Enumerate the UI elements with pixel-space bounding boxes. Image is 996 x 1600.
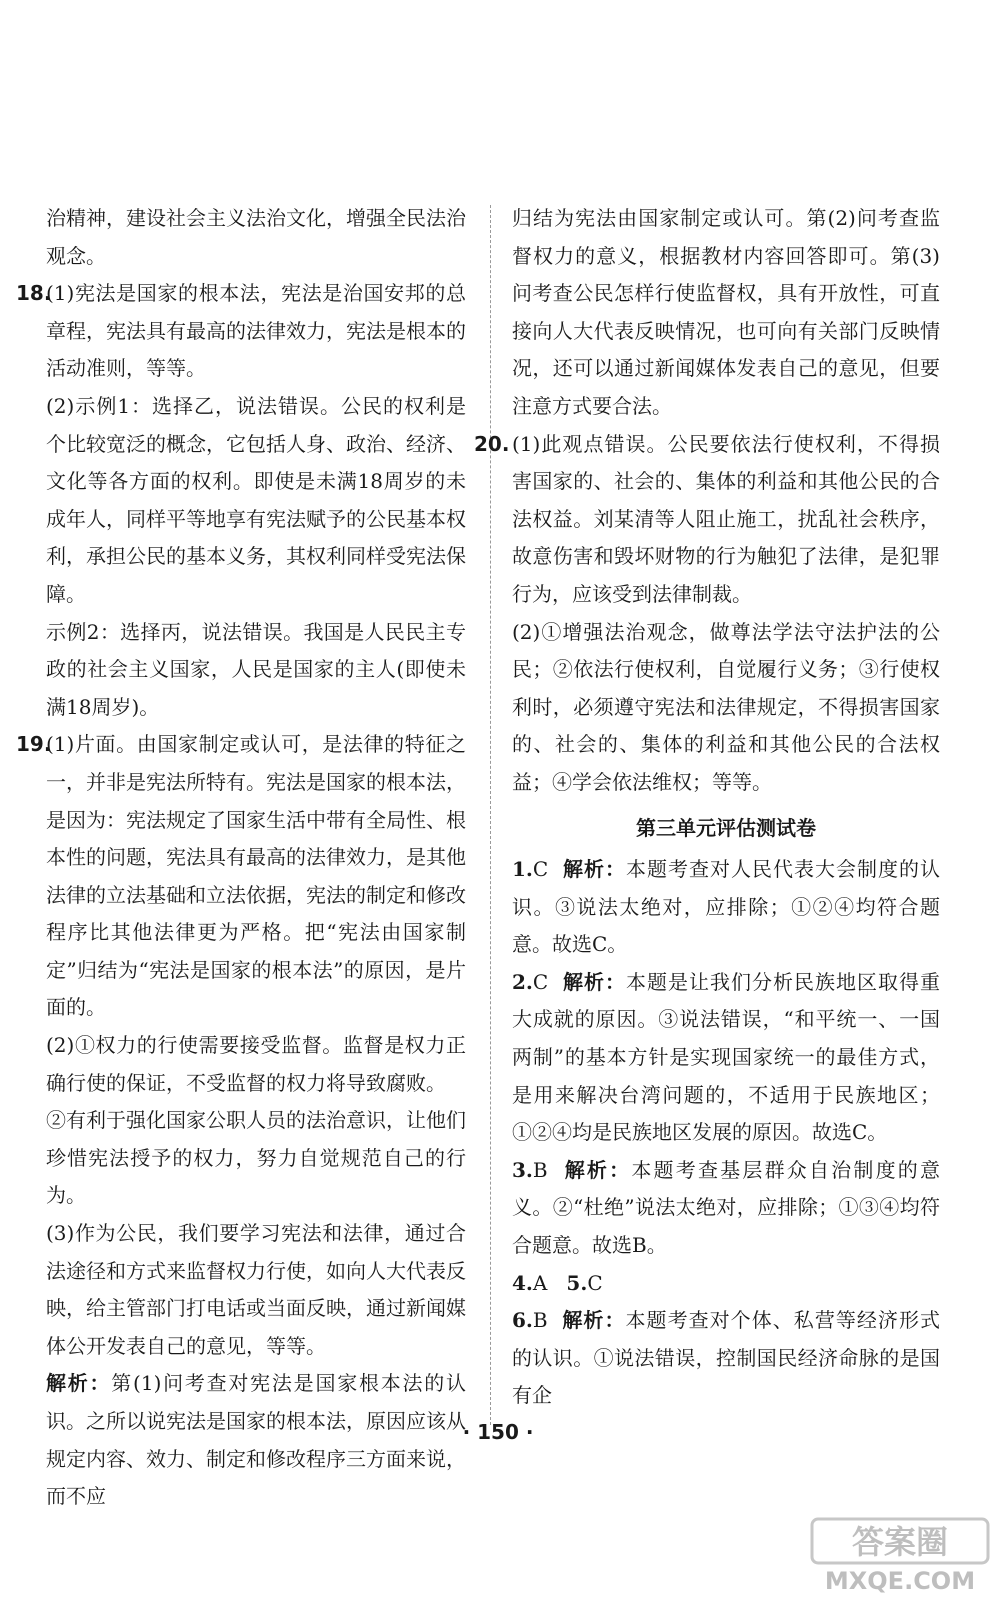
paragraph-continued: 治精神，建设社会主义法治文化，增强全民法治观念。 [46,206,466,268]
answer-letter: B [532,1308,548,1333]
question-19 [16,726,466,1365]
analysis-text: 本题考查对人民代表大会制度的认识。③说法太绝对，应排除；①②④均符合题意。故选C。 [512,857,941,957]
answer-letter: B [532,1157,548,1182]
answer-number: 4. [512,1270,533,1295]
analysis-label: 解析： [46,1371,112,1396]
analysis-label: 解析： [564,1157,632,1182]
question-number: 19. [16,732,52,757]
left-column [16,200,466,1516]
answer-letter: C [587,1270,603,1295]
answer-part-2: (2)示例1：选择乙，说法错误。公民的权利是个比较宽泛的概念，它包括人身、政治、经济、文化等各方面的权利。即使是未满18周岁的未成年人，同样平等地享有宪法赋予的公民基本权利，承担公民的基本义务，其权利同样受宪法保障。 [46,393,466,606]
analysis-label: 解析： [562,857,626,882]
analysis-text: 第(1)问考查对宪法是国家根本法的认识。之所以说宪法是国家的根本法，原因应该从规定内容、效力、制定和修改程序三方面来说，而不应 [46,1371,466,1509]
answer-number: 5. [566,1270,588,1295]
answer-part-1: (1)此观点错误。公民要依法行使权利，不得损害国家的、社会的、集体的利益和其他公民的合法权益。刘某清等人阻止施工，扰乱社会秩序，故意伤害和毁坏财物的行为触犯了法律，是犯罪行为，应该受到法律制裁。 [512,431,940,606]
watermark-line1: 答案圈 [851,1523,949,1561]
answer-part-2: (2)①权力的行使需要接受监督。监督是权力正确行使的保证，不受监督的权力将导致腐败。 [46,1033,466,1095]
analysis-text: 本题是让我们分析民族地区取得重大成就的原因。③说法错误，“和平统一、一国两制”的基本方针是实现国家统一的最佳方式，是用来解决台湾问题的，不适用于民族地区；①②④均是民族地区发展的原因。故选C。 [512,969,941,1145]
question-number: 20. [474,431,510,456]
answer-letter: C [532,857,549,882]
answer-number: 3. [512,1157,533,1182]
answer-part-3: (3)作为公民，我们要学习宪法和法律，通过合法途径和方式来监督权力行使，如向人大代表反映，给主管部门打电话或当面反映，通过新闻媒体公开发表自己的意见，等等。 [46,1221,466,1358]
answer-part-1: (1)片面。由国家制定或认可，是法律的特征之一，并非是宪法所特有。宪法是国家的根本法，是因为：宪法规定了国家生活中带有全局性、根本性的问题，宪法具有最高的法律效力，是其他法律的立法基础和立法依据，宪法的制定和修改程序比其他法律更为严格。把“宪法由国家制定”归结为“宪法是国家的根本法”的原因，是片面的。 [46,732,466,1020]
question-20 [474,426,940,614]
right-column [474,200,941,1415]
page-number: · 150 · [462,1420,534,1444]
answer-3 [512,1152,940,1265]
watermark-logo-icon [810,1515,990,1595]
answer-number: 2. [512,969,533,994]
analysis-text: 本题考查基层群众自治制度的意义。②“杜绝”说法太绝对，应排除；①③④均符合题意。故选B。 [512,1157,941,1258]
analysis-text: 本题考查对个体、私营等经济形式的认识。①说法错误，控制国民经济命脉的是国有企 [512,1308,941,1408]
answer-part-2: (2)①增强法治观念，做尊法学法守法护法的公民；②依法行使权利，自觉履行义务；③行使权利时，必须遵守宪法和法律规定，不得损害国家的、社会的、集体的利益和其他公民的合法权益；④学会依法维权；等等。 [512,619,940,794]
answer-2 [512,964,940,1152]
analysis-continued: 归结为宪法由国家制定或认可。第(2)问考查监督权力的意义，根据教材内容回答即可。第(3)问考查公民怎样行使监督权，具有开放性，可直接向人大代表反映情况，也可向有关部门反映情况，还可以通过新闻媒体发表自己的意见，但要注意方式要合法。 [512,206,940,418]
column-divider [490,205,491,1425]
analysis-label: 解析： [562,1308,626,1333]
watermark-line2: MXQE.COM [824,1567,976,1595]
question-number: 18. [16,281,52,306]
answer-number: 1. [512,857,533,882]
answer-1 [512,851,940,964]
answer-4-5 [512,1265,940,1303]
watermark-logo [810,1515,990,1595]
answer-part-2b: ②有利于强化国家公职人员的法治意识，让他们珍惜宪法授予的权力，努力自觉规范自己的行为。 [46,1108,466,1208]
answer-letter: C [532,969,549,994]
answer-6 [512,1302,940,1415]
answer-number: 6. [512,1308,533,1333]
analysis-label: 解析： [562,969,626,994]
answer-part-1: (1)宪法是国家的根本法，宪法是治国安邦的总章程，宪法具有最高的法律效力，宪法是根本的活动准则，等等。 [46,281,466,381]
answer-letter: A [532,1270,548,1295]
answer-example-2: 示例2：选择丙，说法错误。我国是人民民主专政的社会主义国家，人民是国家的主人(即使未满18周岁)。 [46,619,466,719]
question-18 [16,275,466,613]
section-title: 第三单元评估测试卷 [636,815,816,840]
